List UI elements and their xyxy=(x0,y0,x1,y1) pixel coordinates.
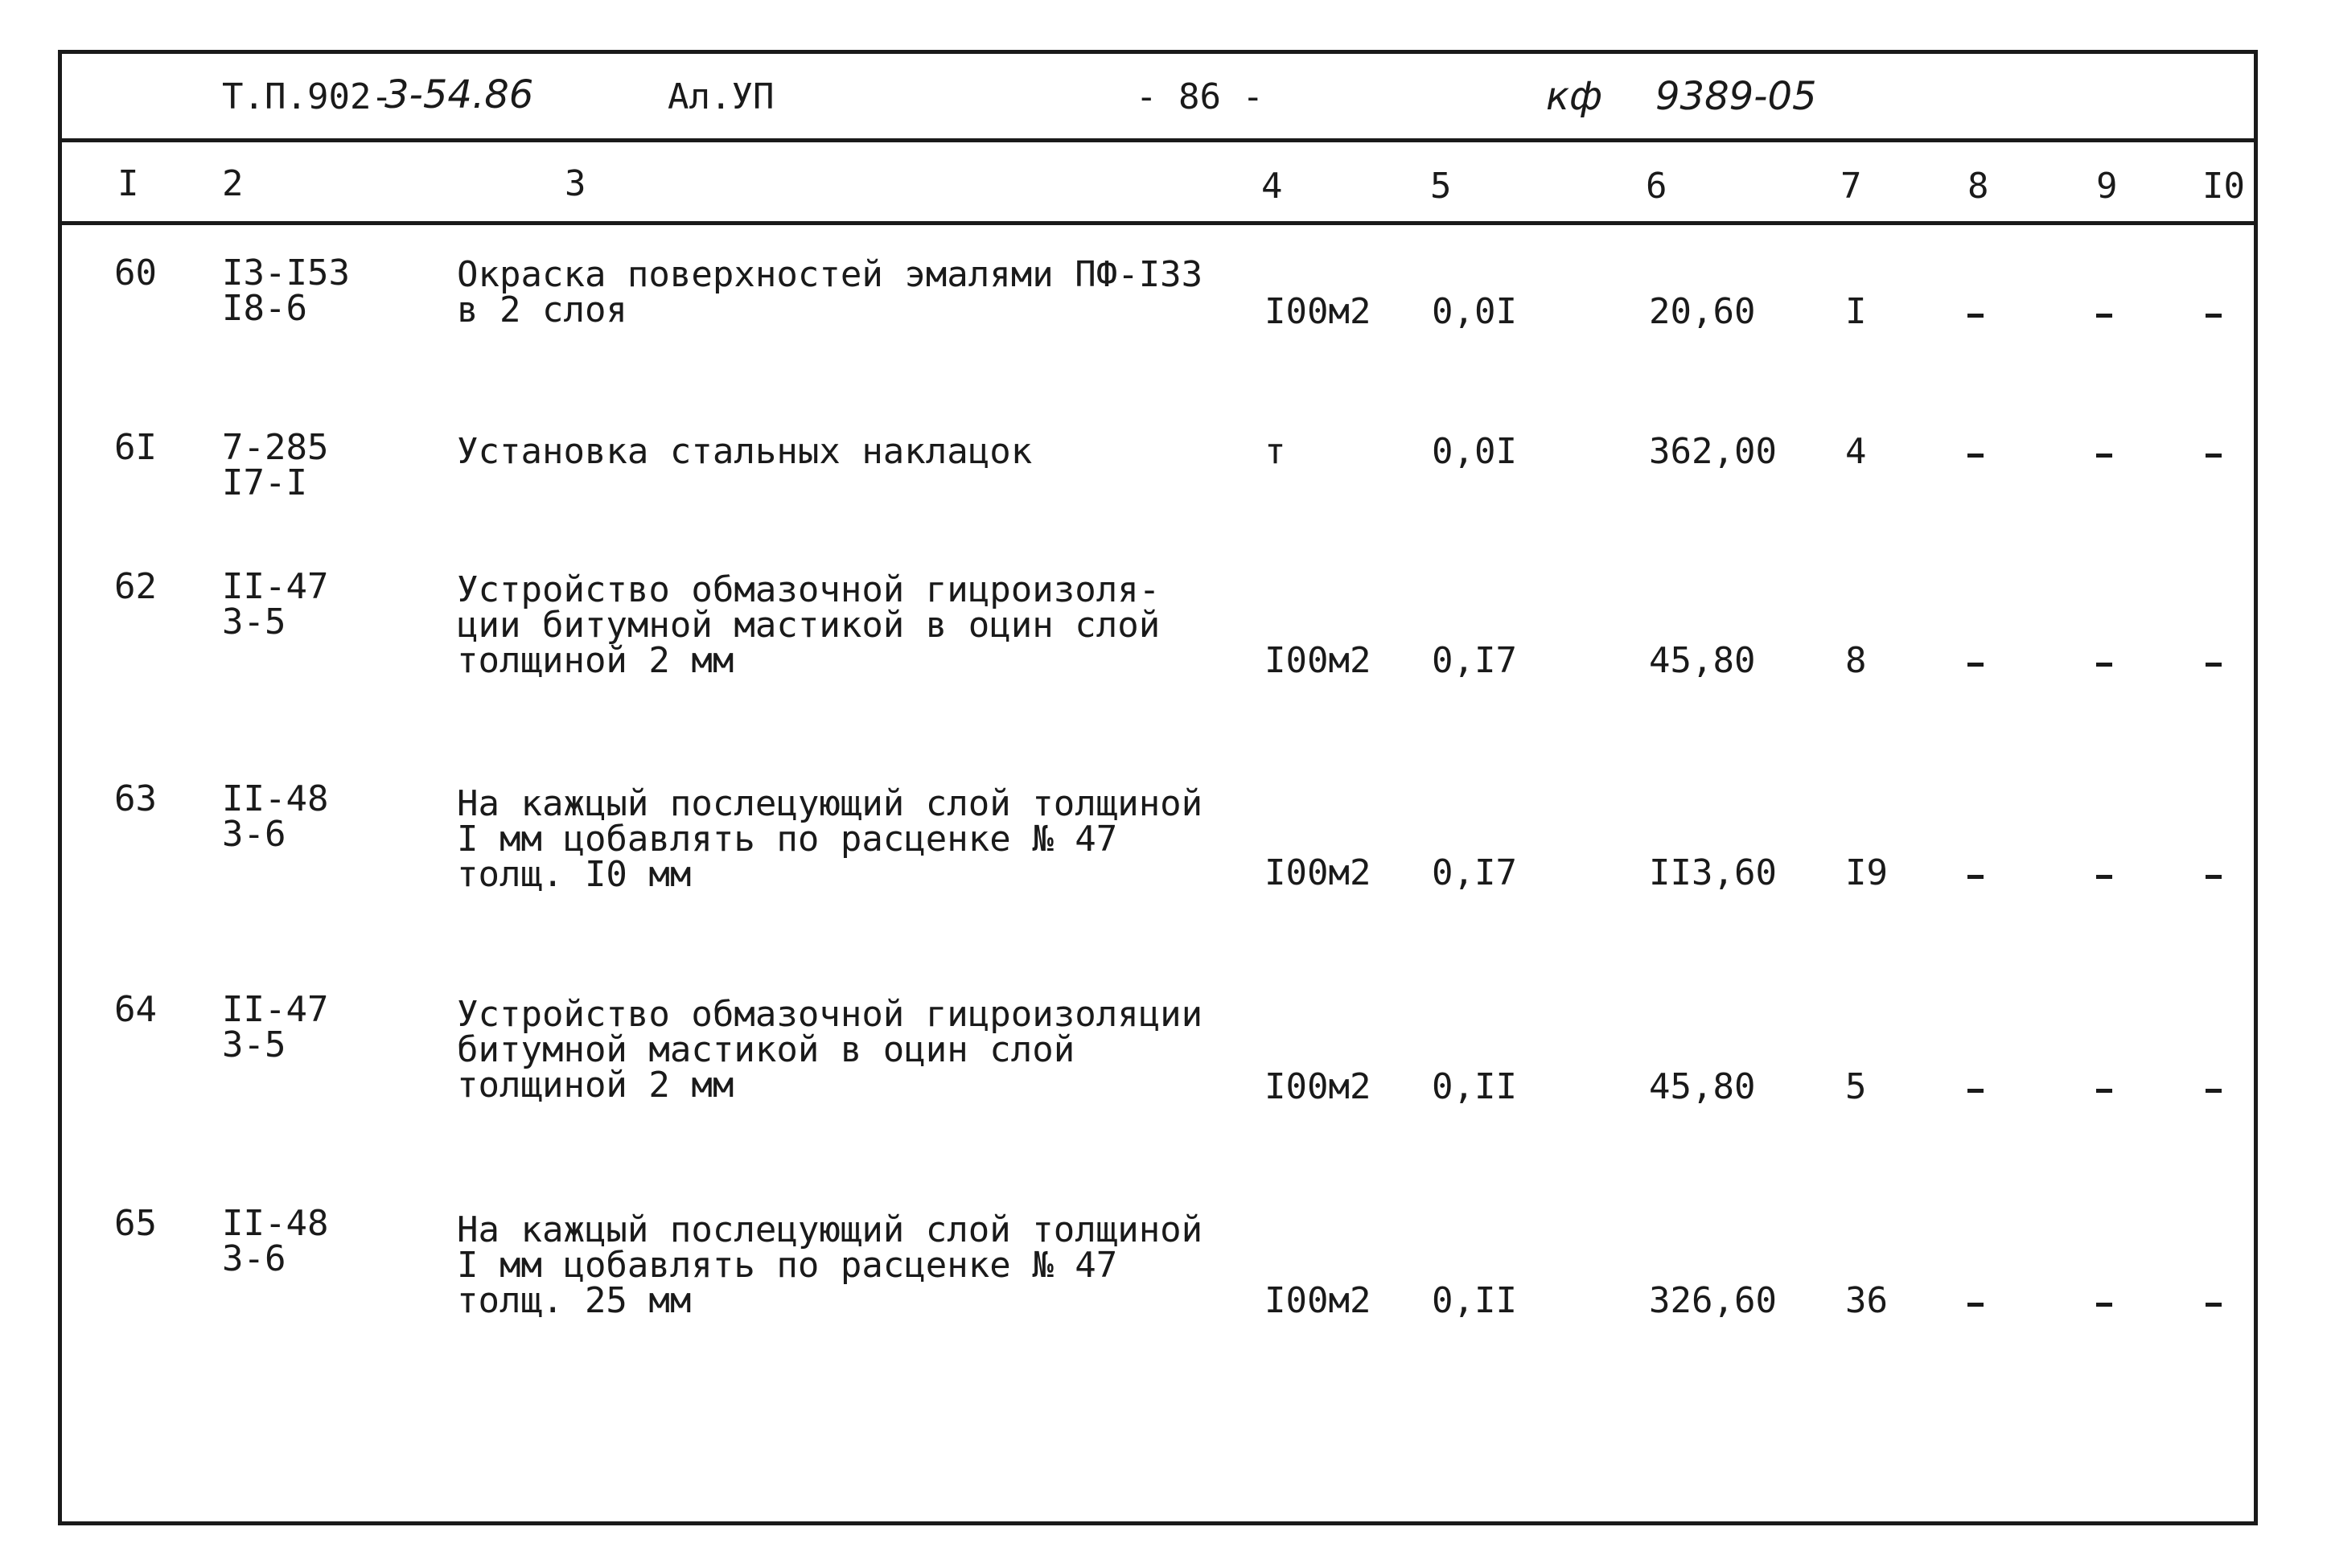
header-divider xyxy=(62,138,2254,142)
work-description: Устройство обмазочной гицроизоля- ции битумной мастикой в оцин слой толщиной 2 мм xyxy=(457,569,1161,681)
unit-price: 45,80 xyxy=(1649,1066,1756,1107)
column-8-dash xyxy=(1967,454,1984,458)
column-10-dash xyxy=(2206,1089,2222,1093)
column-header-10: I0 xyxy=(2202,166,2245,207)
unit-of-measure: I00м2 xyxy=(1264,1066,1371,1107)
column-header-2: 2 xyxy=(222,163,244,204)
column-9-dash xyxy=(2096,875,2112,879)
column-7-value: 5 xyxy=(1845,1066,1867,1107)
column-header-4: 4 xyxy=(1261,166,1283,207)
quantity: 0,I7 xyxy=(1432,640,1517,681)
column-header-divider xyxy=(62,221,2254,225)
work-description: Окраска поверхностей эмалями ПФ-I33 в 2 слоя xyxy=(457,254,1203,330)
column-10-dash xyxy=(2206,663,2222,667)
column-header-6: 6 xyxy=(1646,166,1667,207)
work-description: Устройство обмазочной гицроизоляции битумной мастикой в оцин слой толщиной 2 мм xyxy=(457,994,1203,1106)
rate-code: 7-285 I7-I xyxy=(222,427,329,503)
unit-price: II3,60 xyxy=(1649,852,1777,893)
archive-prefix: кф xyxy=(1546,74,1603,119)
page-number: - 86 - xyxy=(1136,76,1264,117)
column-8-dash xyxy=(1967,663,1984,667)
column-8-dash xyxy=(1967,1303,1984,1307)
quantity: 0,0I xyxy=(1432,431,1517,472)
column-7-value: 8 xyxy=(1845,640,1867,681)
work-description: На кажцый послецующий слой толщиной I мм цобавлять по расценке № 47 толщ. 25 мм xyxy=(457,1209,1203,1321)
rate-code: II-48 3-6 xyxy=(222,778,329,855)
quantity: 0,II xyxy=(1432,1280,1517,1321)
row-number: 65 xyxy=(114,1203,157,1244)
column-8-dash xyxy=(1967,1089,1984,1093)
column-9-dash xyxy=(2096,1303,2112,1307)
column-7-value: I9 xyxy=(1845,852,1888,893)
rate-code: II-48 3-6 xyxy=(222,1203,329,1279)
column-9-dash xyxy=(2096,1089,2112,1093)
unit-price: 326,60 xyxy=(1649,1280,1777,1321)
rate-code: II-47 3-5 xyxy=(222,566,329,642)
work-description: На кажцый послецующий слой толщиной I мм цобавлять по расценке № 47 толщ. I0 мм xyxy=(457,783,1203,895)
rate-code: I3-I53 I8-6 xyxy=(222,252,350,329)
unit-price: 20,60 xyxy=(1649,291,1756,332)
column-9-dash xyxy=(2096,454,2112,458)
column-header-3: 3 xyxy=(565,163,586,204)
row-number: 63 xyxy=(114,778,157,819)
row-number: 64 xyxy=(114,989,157,1030)
row-number: 62 xyxy=(114,566,157,607)
archive-number: 9389-05 xyxy=(1655,74,1817,119)
column-7-value: 36 xyxy=(1845,1280,1888,1321)
unit-of-measure: I00м2 xyxy=(1264,852,1371,893)
column-7-value: I xyxy=(1845,291,1867,332)
quantity: 0,II xyxy=(1432,1066,1517,1107)
column-9-dash xyxy=(2096,314,2112,318)
row-number: 60 xyxy=(114,252,157,293)
unit-of-measure: I00м2 xyxy=(1264,640,1371,681)
unit-of-measure: I00м2 xyxy=(1264,291,1371,332)
quantity: 0,0I xyxy=(1432,291,1517,332)
column-10-dash xyxy=(2206,314,2222,318)
unit-price: 45,80 xyxy=(1649,640,1756,681)
work-description: Установка стальных наклацок xyxy=(457,431,1033,472)
column-7-value: 4 xyxy=(1845,431,1867,472)
column-9-dash xyxy=(2096,663,2112,667)
album-label: Ал.УП xyxy=(668,76,775,117)
unit-of-measure: т xyxy=(1264,431,1286,472)
column-header-8: 8 xyxy=(1967,166,1989,207)
column-header-9: 9 xyxy=(2096,166,2118,207)
column-10-dash xyxy=(2206,1303,2222,1307)
column-10-dash xyxy=(2206,454,2222,458)
column-header-1: I xyxy=(117,163,139,204)
unit-of-measure: I00м2 xyxy=(1264,1280,1371,1321)
rate-code: II-47 3-5 xyxy=(222,989,329,1065)
row-number: 6I xyxy=(114,427,157,468)
unit-price: 362,00 xyxy=(1649,431,1777,472)
column-10-dash xyxy=(2206,875,2222,879)
column-header-7: 7 xyxy=(1840,166,1862,207)
quantity: 0,I7 xyxy=(1432,852,1517,893)
column-8-dash xyxy=(1967,875,1984,879)
column-header-5: 5 xyxy=(1430,166,1452,207)
doc-code-handwritten: 3-54.86 xyxy=(384,72,534,117)
column-8-dash xyxy=(1967,314,1984,318)
doc-code-printed: Т.П.902- xyxy=(222,76,393,117)
